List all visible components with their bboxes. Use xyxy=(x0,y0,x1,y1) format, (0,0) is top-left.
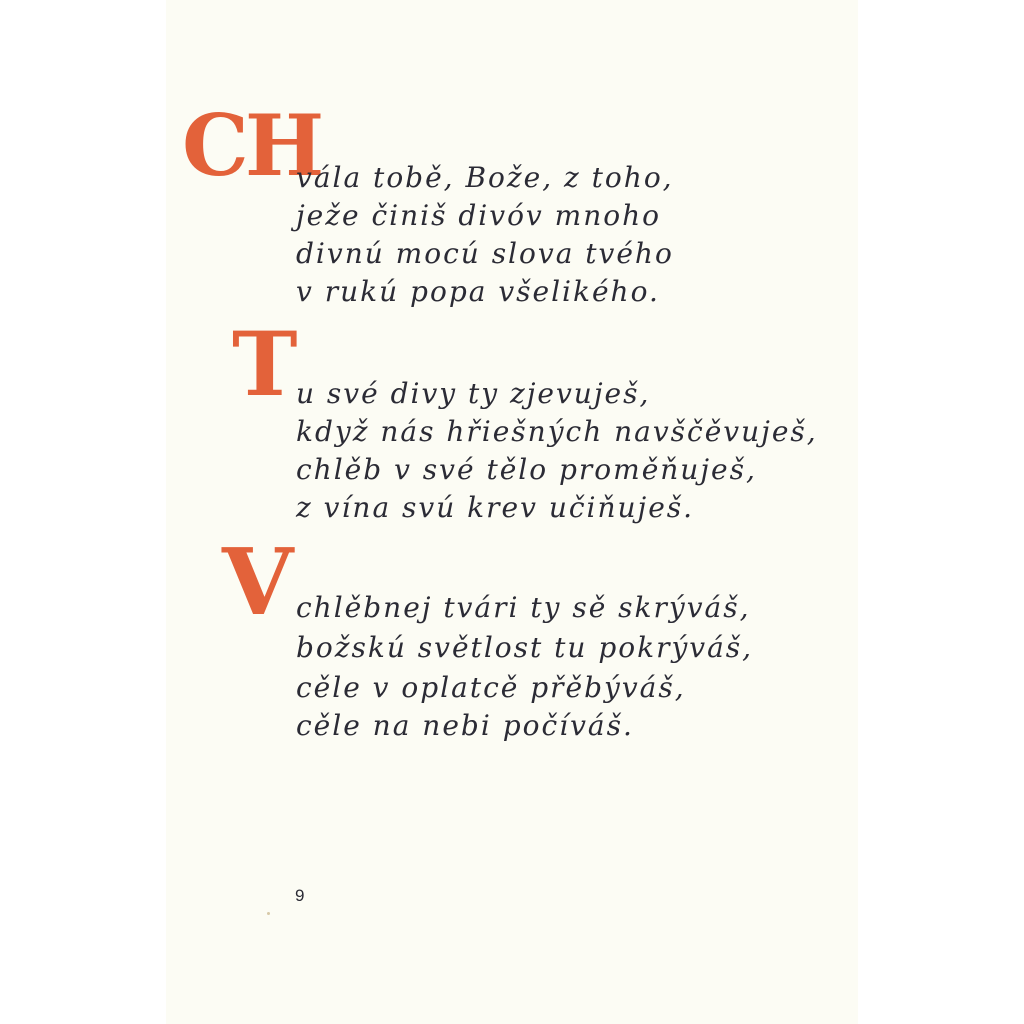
verse-line: chlěbnej tvári ty sě skrýváš, xyxy=(296,591,751,624)
drop-cap-t: T xyxy=(232,312,294,416)
verse-line: divnú mocú slova tvého xyxy=(296,237,674,270)
page-number: 9 xyxy=(295,886,305,905)
drop-cap-ch: CH xyxy=(182,96,321,195)
verse-line: vála tobě, Bože, z toho, xyxy=(296,161,674,194)
drop-cap-v: V xyxy=(222,528,290,636)
verse-line: chlěb v své tělo proměňuješ, xyxy=(296,453,757,486)
verse-line: u své divy ty zjevuješ, xyxy=(296,377,651,410)
verse-line: božskú světlost tu pokrýváš, xyxy=(296,631,754,664)
verse-line: cěle v oplatcě přěbýváš, xyxy=(296,671,686,704)
verse-line: v rukú popa všelikého. xyxy=(296,275,660,308)
verse-line: cěle na nebi počíváš. xyxy=(296,709,634,742)
verse-line: z vína svú krev učiňuješ. xyxy=(296,491,695,524)
verse-line: ježe činiš divóv mnoho xyxy=(296,199,661,232)
verse-line: když nás hřiešných navščěvuješ, xyxy=(296,415,818,448)
paper-speck xyxy=(267,912,270,915)
book-page xyxy=(166,0,858,1024)
